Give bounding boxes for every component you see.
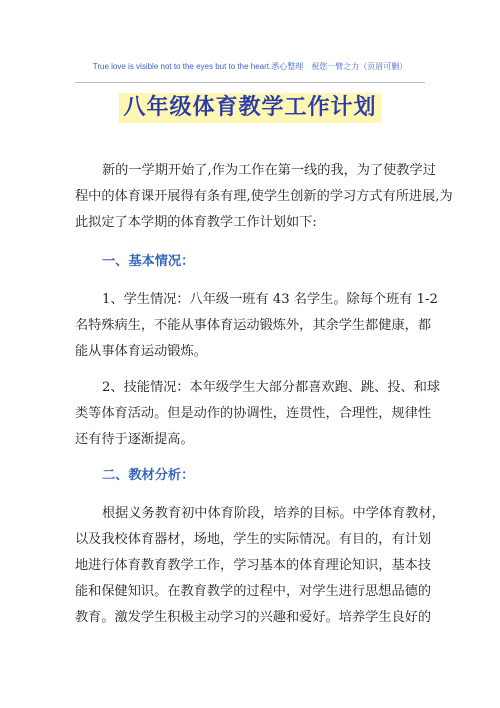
intro-line-3: 此拟定了本学期的体育教学工作计划如下: [75, 215, 317, 230]
materials-para-line-3: 地进行体育教育教学工作，学习基本的体育理论知识，基本技 [75, 558, 432, 573]
header-divider [75, 82, 425, 83]
header-note: True love is visible not to the eyes but to the heart.悉心整理 祝您一臂之力（页眉可删） [92, 62, 408, 71]
student-para-line-2: 名特殊病生，不能从事体育运动锻炼外，其余学生都健康，都 [75, 318, 432, 333]
skill-para-line-1: 2、技能情况：本年级学生大部分都喜欢跑、跳、投、和球 [102, 380, 441, 395]
intro-line-1: 新的一学期开始了,作为工作在第一线的我，为了使教学过 [102, 163, 436, 178]
materials-para-line-4: 能和保健知识。在教育教学的过程中，对学生进行思想品德的 [75, 584, 432, 599]
student-para-line-3: 能从事体育运动锻炼。 [75, 344, 207, 359]
document-title: 八年级体育教学工作计划 [119, 93, 380, 123]
skill-para-line-2: 类等体育活动。但是动作的协调性，连贯性，合理性，规律性 [75, 406, 432, 421]
materials-para-line-5: 教育。激发学生积极主动学习的兴趣和爱好。培养学生良好的 [75, 610, 432, 625]
section-heading-basic: 一、基本情况： [102, 254, 195, 269]
document-title-wrap [0, 93, 500, 123]
materials-para-line-1: 根据义务教育初中体育阶段，培养的目标。中学体育教材， [102, 506, 445, 521]
section-heading-materials: 二、教材分析： [102, 468, 195, 483]
materials-para-line-2: 以及我校体育器材，场地，学生的实际情况。有目的，有计划 [75, 532, 432, 547]
intro-line-2: 程中的体育课开展得有条有理,使学生创新的学习方式有所进展,为 [75, 189, 453, 204]
student-para-line-1: 1、学生情况：八年级一班有 43 名学生。除每个班有 1-2 [102, 292, 438, 307]
skill-para-line-3: 还有待于逐渐提高。 [75, 432, 194, 447]
